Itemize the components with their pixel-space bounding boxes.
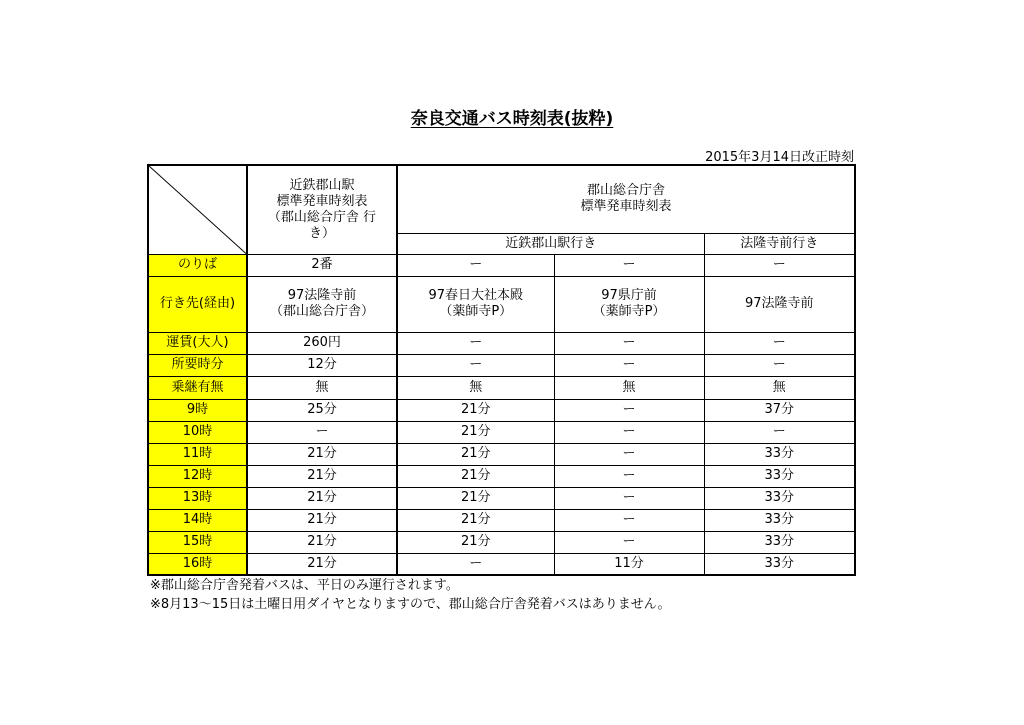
table-cell: ー xyxy=(397,254,554,276)
header-line: 近鉄郡山駅 xyxy=(289,177,355,193)
table-cell: 25分 xyxy=(247,399,397,421)
table-cell: ー xyxy=(704,332,855,354)
table-cell: ー xyxy=(554,509,704,531)
table-cell: ー xyxy=(554,421,704,443)
table-cell: 33分 xyxy=(704,553,855,575)
header-line: き） xyxy=(308,225,335,241)
table-cell: ー xyxy=(554,531,704,553)
table-cell xyxy=(554,276,704,332)
table-row xyxy=(148,399,855,421)
table-cell: ー xyxy=(247,421,397,443)
table-cell: 21分 xyxy=(247,487,397,509)
note-line: ※郡山総合庁舎発着バスは、平日のみ運行されます。 xyxy=(150,578,459,593)
table-cell: 33分 xyxy=(704,487,855,509)
table-cell xyxy=(397,276,554,332)
cell-line: 97法隆寺前 xyxy=(287,288,357,303)
table-cell: 無 xyxy=(704,376,855,399)
table-row xyxy=(148,332,855,354)
header-line: 標準発車時刻表 xyxy=(276,193,368,209)
table-cell: 12分 xyxy=(247,354,397,376)
row-label: 運賃(大人) xyxy=(148,332,247,354)
cell-line: （薬師寺P） xyxy=(439,304,513,319)
cell-line: 97県庁前 xyxy=(601,288,657,303)
title-text: 奈良交通バス時刻表(抜粋) xyxy=(410,109,614,129)
table-cell: 21分 xyxy=(397,399,554,421)
row-label: 行き先(経由) xyxy=(148,276,247,332)
corner-cell xyxy=(148,165,247,254)
row-label: 11時 xyxy=(148,443,247,465)
row-label: 13時 xyxy=(148,487,247,509)
header-line: 標準発車時刻表 xyxy=(580,199,672,215)
table-cell: 21分 xyxy=(397,509,554,531)
notes xyxy=(150,576,671,614)
row-label: 10時 xyxy=(148,421,247,443)
note-line: ※8月13〜15日は土曜日用ダイヤとなりますので、郡山総合庁舎発着バスはありません。 xyxy=(150,597,671,612)
table-cell: ー xyxy=(554,487,704,509)
row-label: 所要時分 xyxy=(148,354,247,376)
table-cell: 37分 xyxy=(704,399,855,421)
table-cell: 21分 xyxy=(247,443,397,465)
timetable xyxy=(147,164,856,576)
table-cell: 2番 xyxy=(247,254,397,276)
table-cell: ー xyxy=(554,332,704,354)
cell-line: 97春日大社本殿 xyxy=(428,288,524,303)
row-label: 乗継有無 xyxy=(148,376,247,399)
table-row xyxy=(148,421,855,443)
table-row xyxy=(148,254,855,276)
cell-line: （郡山総合庁舎） xyxy=(269,304,374,319)
table-cell: 21分 xyxy=(247,509,397,531)
table-cell xyxy=(247,276,397,332)
table-cell xyxy=(704,276,855,332)
page-title xyxy=(0,104,1024,129)
table-row xyxy=(148,276,855,332)
table-cell: ー xyxy=(397,332,554,354)
table-row xyxy=(148,487,855,509)
row-label: のりば xyxy=(148,254,247,276)
table-cell: 21分 xyxy=(247,553,397,575)
table-row xyxy=(148,531,855,553)
table-cell: 無 xyxy=(554,376,704,399)
subheader-to-horyuji: 法隆寺前行き xyxy=(704,233,855,254)
table-cell: ー xyxy=(554,354,704,376)
table-cell: 21分 xyxy=(247,531,397,553)
header-kintetsu-station xyxy=(247,165,397,254)
table-cell: ー xyxy=(554,465,704,487)
diagonal-line-icon xyxy=(149,166,246,254)
table-cell: 無 xyxy=(397,376,554,399)
table-row xyxy=(148,443,855,465)
table-cell: 11分 xyxy=(554,553,704,575)
table-cell: ー xyxy=(704,354,855,376)
header-line: （郡山総合庁舎 行 xyxy=(267,209,377,225)
table-cell: 33分 xyxy=(704,465,855,487)
table-cell: 33分 xyxy=(704,509,855,531)
table-cell: ー xyxy=(397,354,554,376)
table-cell: 無 xyxy=(247,376,397,399)
table-cell: 260円 xyxy=(247,332,397,354)
table-cell: 21分 xyxy=(397,443,554,465)
table-cell: 21分 xyxy=(397,487,554,509)
row-label: 12時 xyxy=(148,465,247,487)
header-govt-office xyxy=(397,165,855,233)
row-label: 15時 xyxy=(148,531,247,553)
table-cell: 21分 xyxy=(397,421,554,443)
table-cell: ー xyxy=(397,553,554,575)
table-cell: ー xyxy=(554,443,704,465)
cell-line: 97法隆寺前 xyxy=(744,296,814,311)
table-row xyxy=(148,376,855,399)
table-cell: 33分 xyxy=(704,443,855,465)
table-row xyxy=(148,465,855,487)
table-cell: ー xyxy=(554,399,704,421)
row-label: 14時 xyxy=(148,509,247,531)
table-cell: ー xyxy=(704,254,855,276)
table-cell: 21分 xyxy=(397,531,554,553)
table-cell: 33分 xyxy=(704,531,855,553)
table-cell: ー xyxy=(554,254,704,276)
row-label: 16時 xyxy=(148,553,247,575)
row-label: 9時 xyxy=(148,399,247,421)
cell-line: （薬師寺P） xyxy=(592,304,666,319)
header-line: 郡山総合庁舎 xyxy=(586,183,665,199)
table-cell: 21分 xyxy=(397,465,554,487)
table-cell: 21分 xyxy=(247,465,397,487)
revision-date: 2015年3月14日改正時刻 xyxy=(705,150,854,165)
subheader-to-kintetsu: 近鉄郡山駅行き xyxy=(397,233,704,254)
table-row xyxy=(148,509,855,531)
table-cell: ー xyxy=(704,421,855,443)
table-row xyxy=(148,553,855,575)
table-row xyxy=(148,354,855,376)
